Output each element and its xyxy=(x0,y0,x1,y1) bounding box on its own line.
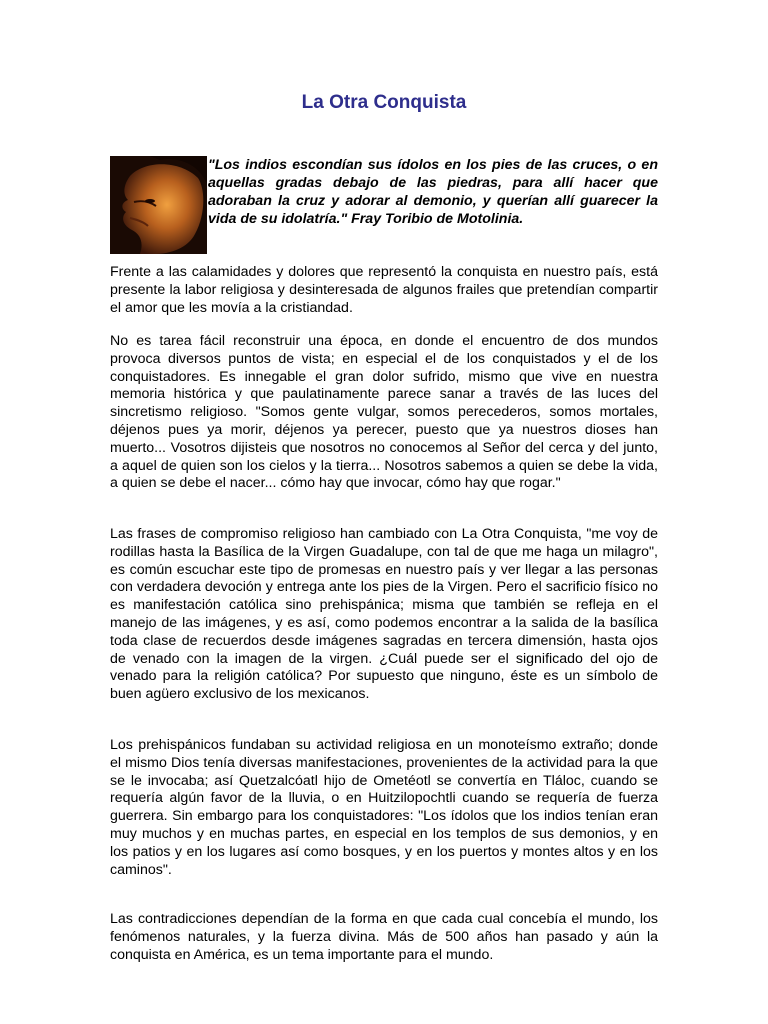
document-title: La Otra Conquista xyxy=(301,92,467,113)
face-profile-illustration xyxy=(110,156,207,254)
paragraph-1: Frente a las calamidades y dolores que representó la conquista en nuestro país, está presente la labor religiosa y desinteresada de algunos frailes que pretendían compartir el amor que les movía a la cristiandad. xyxy=(110,264,658,316)
epigraph-quote: "Los indios escondían sus ídolos en los pies de las cruces, o en aquellas gradas debajo de las piedras, para allí hacer que adoraban la cruz y adorar al demonio, y querían allí guarecer la vida de su idolatría." Fray Toribio de Motolinia. xyxy=(208,157,658,227)
paragraph-2: No es tarea fácil reconstruir una época, en donde el encuentro de dos mundos provoca diversos puntos de vista; en especial el de los conquistados y el de los conquistadores. Es innegable el gran dolor sufrido, mismo que vive en nuestra memoria histórica y que paulatinamente parece sanar a través de las luces del sincretismo religioso. "Somos gente vulgar, somos perecederos, somos mortales, déjenos pues ya morir, déjenos ya perecer, puesto que ya nuestros dioses han muerto... Vosotros dijisteis que nosotros no conocemos al Señor del cerca y del junto, a aquel de quien son los cielos y la tierra... Nosotros sabemos a quien se debe la vida, a quien se debe el nacer... cómo hay que invocar, cómo hay que rogar." xyxy=(110,333,658,492)
portrait-image xyxy=(110,156,207,254)
paragraph-5: Las contradicciones dependían de la forma en que cada cual concebía el mundo, los fenómenos naturales, y la fuerza divina. Más de 500 años han pasado y aún la conquista en América, es un tema importante para el mundo. xyxy=(110,911,658,963)
paragraph-3: Las frases de compromiso religioso han cambiado con La Otra Conquista, "me voy de rodillas hasta la Basílica de la Virgen Guadalupe, con tal de que me haga un milagro", es común escuchar este tipo de promesas en nuestro país y ver llegar a las personas con verdadera devoción y entrega ante los pies de la Virgen. Pero el sacrificio físico no es manifestación católica sino prehispánica; misma que también se refleja en el manejo de las imágenes, y es así, como podemos encontrar a la salida de la basílica toda clase de recuerdos desde imágenes sagradas en tercera dimensión, hasta ojos de venado con la imagen de la virgen. ¿Cuál puede ser el significado del ojo de venado para la religión católica? Por supuesto que ninguno, éste es un símbolo de buen agüero exclusivo de los mexicanos. xyxy=(110,526,658,703)
paragraph-4: Los prehispánicos fundaban su actividad religiosa en un monoteísmo extraño; donde el mismo Dios tenía diversas manifestaciones, provenientes de la actividad para la que se le invocaba; así Quetzalcóatl hijo de Ometéotl se convertía en Tláloc, cuando se requería algún favor de la lluvia, o en Huitzilopochtli cuando se requería de fuerza guerrera. Sin embargo para los conquistadores: "Los ídolos que los indios tenían eran muy muchos y en muchas partes, en especial en los templos de sus demonios, y en los patios y en los lugares así como bosques, y en los puertos y montes altos y en los caminos". xyxy=(110,737,658,878)
